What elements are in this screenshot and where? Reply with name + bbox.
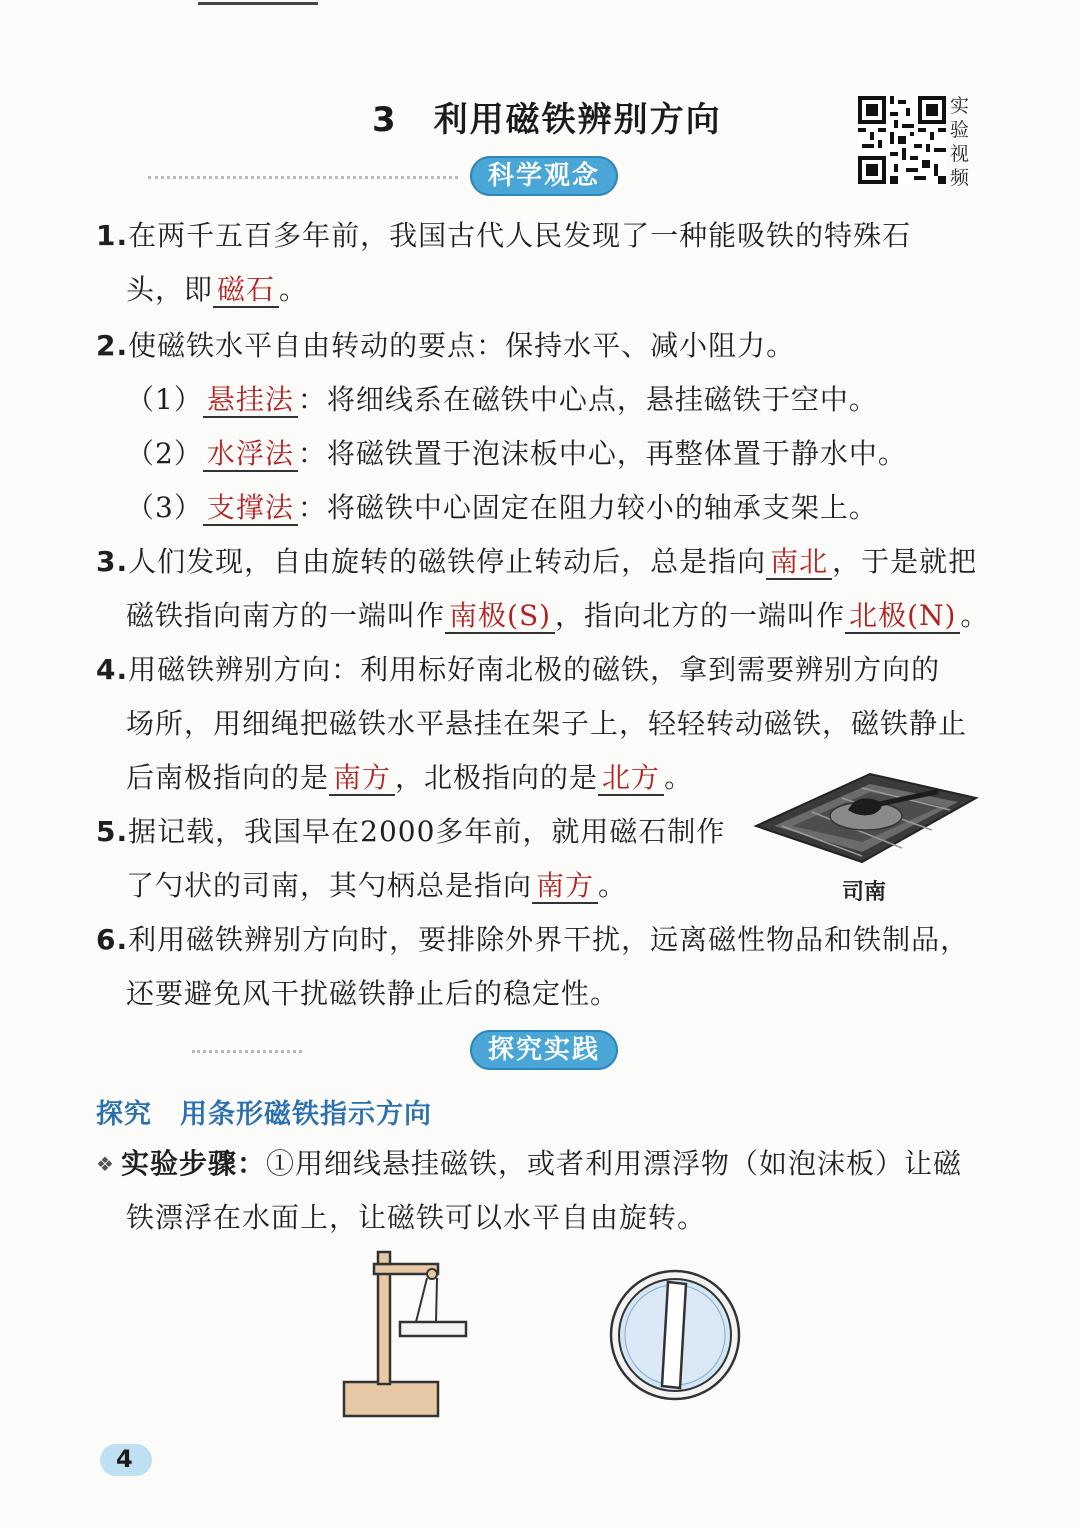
qr-code-icon[interactable] [858, 96, 946, 184]
item-2-sub-2 [126, 436, 907, 472]
page-number-badge [100, 1444, 152, 1476]
item-text: 还要避免风干扰磁铁静止后的稳定性。 [126, 977, 620, 1010]
item-text: 用磁铁辨别方向：利用标好南北极的磁铁，拿到需要辨别方向的 [128, 653, 941, 686]
sinan-compass-image [752, 770, 980, 866]
answer-blank: 北方 [598, 761, 664, 796]
item-text: 。 [598, 869, 628, 902]
dotted-divider [148, 176, 458, 179]
page-title [372, 92, 722, 141]
item-text: 场所，用细绳把磁铁水平悬挂在架子上，轻轻转动磁铁，磁铁静止 [126, 707, 968, 740]
explore-heading [96, 1092, 432, 1131]
item-text: ，指向北方的一端叫作 [555, 599, 846, 632]
lesson-number: 3 [372, 100, 398, 140]
item-5-line-2 [126, 868, 627, 904]
item-text: ①用细线悬挂磁铁，或者利用漂浮物（如泡沫板）让磁 [265, 1147, 962, 1180]
item-6-line-1 [96, 922, 969, 958]
steps-label: 实验步骤： [120, 1147, 266, 1180]
item-text: 后南极指向的是 [126, 761, 330, 794]
answer-blank: 支撑法 [203, 491, 298, 526]
diamond-bullet-icon: ❖ [96, 1152, 115, 1176]
item-2-sub-1 [126, 382, 878, 418]
item-text: ，于是就把 [832, 545, 978, 578]
item-text: 人们发现，自由旋转的磁铁停止转动后，总是指向 [128, 545, 767, 578]
item-text: ：将细线系在磁铁中心点，悬挂磁铁于空中。 [297, 383, 878, 416]
item-text: 据记载，我国早在2000多年前，就用磁石制作 [128, 815, 726, 848]
item-1-line-1 [96, 218, 911, 254]
explore-label: 探究 [96, 1099, 152, 1130]
item-text: 。 [279, 273, 309, 306]
item-4-line-1 [96, 652, 940, 688]
item-text: 磁铁指向南方的一端叫作 [126, 599, 446, 632]
item-text: 使磁铁水平自由转动的要点：保持水平、减小阻力。 [128, 329, 796, 362]
top-edge-line [198, 2, 318, 5]
item-text: ，北极指向的是 [395, 761, 599, 794]
item-text: （3） [126, 491, 203, 524]
dotted-divider [192, 1050, 302, 1053]
qr-label-char: 频 [950, 167, 970, 189]
item-number: 6. [96, 923, 129, 956]
explore-title: 用条形磁铁指示方向 [180, 1099, 432, 1130]
item-4-line-3 [126, 760, 693, 796]
qr-label-char: 验 [950, 119, 970, 141]
item-number: 2. [96, 329, 129, 362]
item-number: 1. [96, 219, 129, 252]
page-number: 4 [116, 1445, 133, 1473]
answer-blank: 北极(N) [845, 599, 960, 634]
answer-blank: 水浮法 [203, 437, 298, 472]
item-text: 在两千五百多年前，我国古代人民发现了一种能吸铁的特殊石 [128, 219, 912, 252]
item-number: 5. [96, 815, 129, 848]
hanging-magnet-stand-image [340, 1248, 470, 1420]
item-4-line-2 [126, 706, 967, 742]
item-text: ：将磁铁中心固定在阻力较小的轴承支架上。 [297, 491, 878, 524]
item-text: （2） [126, 437, 203, 470]
answer-blank: 南方 [532, 869, 598, 904]
steps-line-2 [126, 1200, 706, 1236]
item-text: 头，即 [126, 273, 214, 306]
item-3-line-1 [96, 544, 977, 580]
qr-label [950, 94, 974, 190]
item-3-line-2 [126, 598, 989, 634]
answer-blank: 南极(S) [445, 599, 555, 634]
answer-blank: 南北 [766, 545, 832, 580]
section-badge-practice: 探究实践 [470, 1030, 618, 1070]
qr-label-char: 视 [950, 143, 970, 165]
item-text: 利用磁铁辨别方向时，要排除外界干扰，远离磁性物品和铁制品， [128, 923, 970, 956]
item-5-line-1 [96, 814, 725, 850]
lesson-title: 利用磁铁辨别方向 [433, 100, 722, 140]
item-number: 3. [96, 545, 129, 578]
item-text: 。 [664, 761, 694, 794]
qr-label-char: 实 [950, 95, 970, 117]
item-2-sub-3 [126, 490, 878, 526]
item-2-line-1 [96, 328, 795, 364]
floating-magnet-dish-image [608, 1268, 742, 1402]
item-6-line-2 [126, 976, 619, 1012]
answer-blank: 磁石 [213, 273, 279, 308]
sinan-caption: 司南 [842, 880, 887, 905]
item-text: 了勺状的司南，其勺柄总是指向 [126, 869, 533, 902]
section-badge-concepts: 科学观念 [470, 156, 618, 196]
answer-blank: 悬挂法 [203, 383, 298, 418]
steps-line-1 [96, 1146, 962, 1182]
item-1-line-2 [126, 272, 308, 308]
item-text: （1） [126, 383, 203, 416]
item-number: 4. [96, 653, 129, 686]
answer-blank: 南方 [329, 761, 395, 796]
item-text: 铁漂浮在水面上，让磁铁可以水平自由旋转。 [126, 1201, 707, 1234]
item-text: ：将磁铁置于泡沫板中心，再整体置于静水中。 [297, 437, 907, 470]
item-text: 。 [960, 599, 990, 632]
